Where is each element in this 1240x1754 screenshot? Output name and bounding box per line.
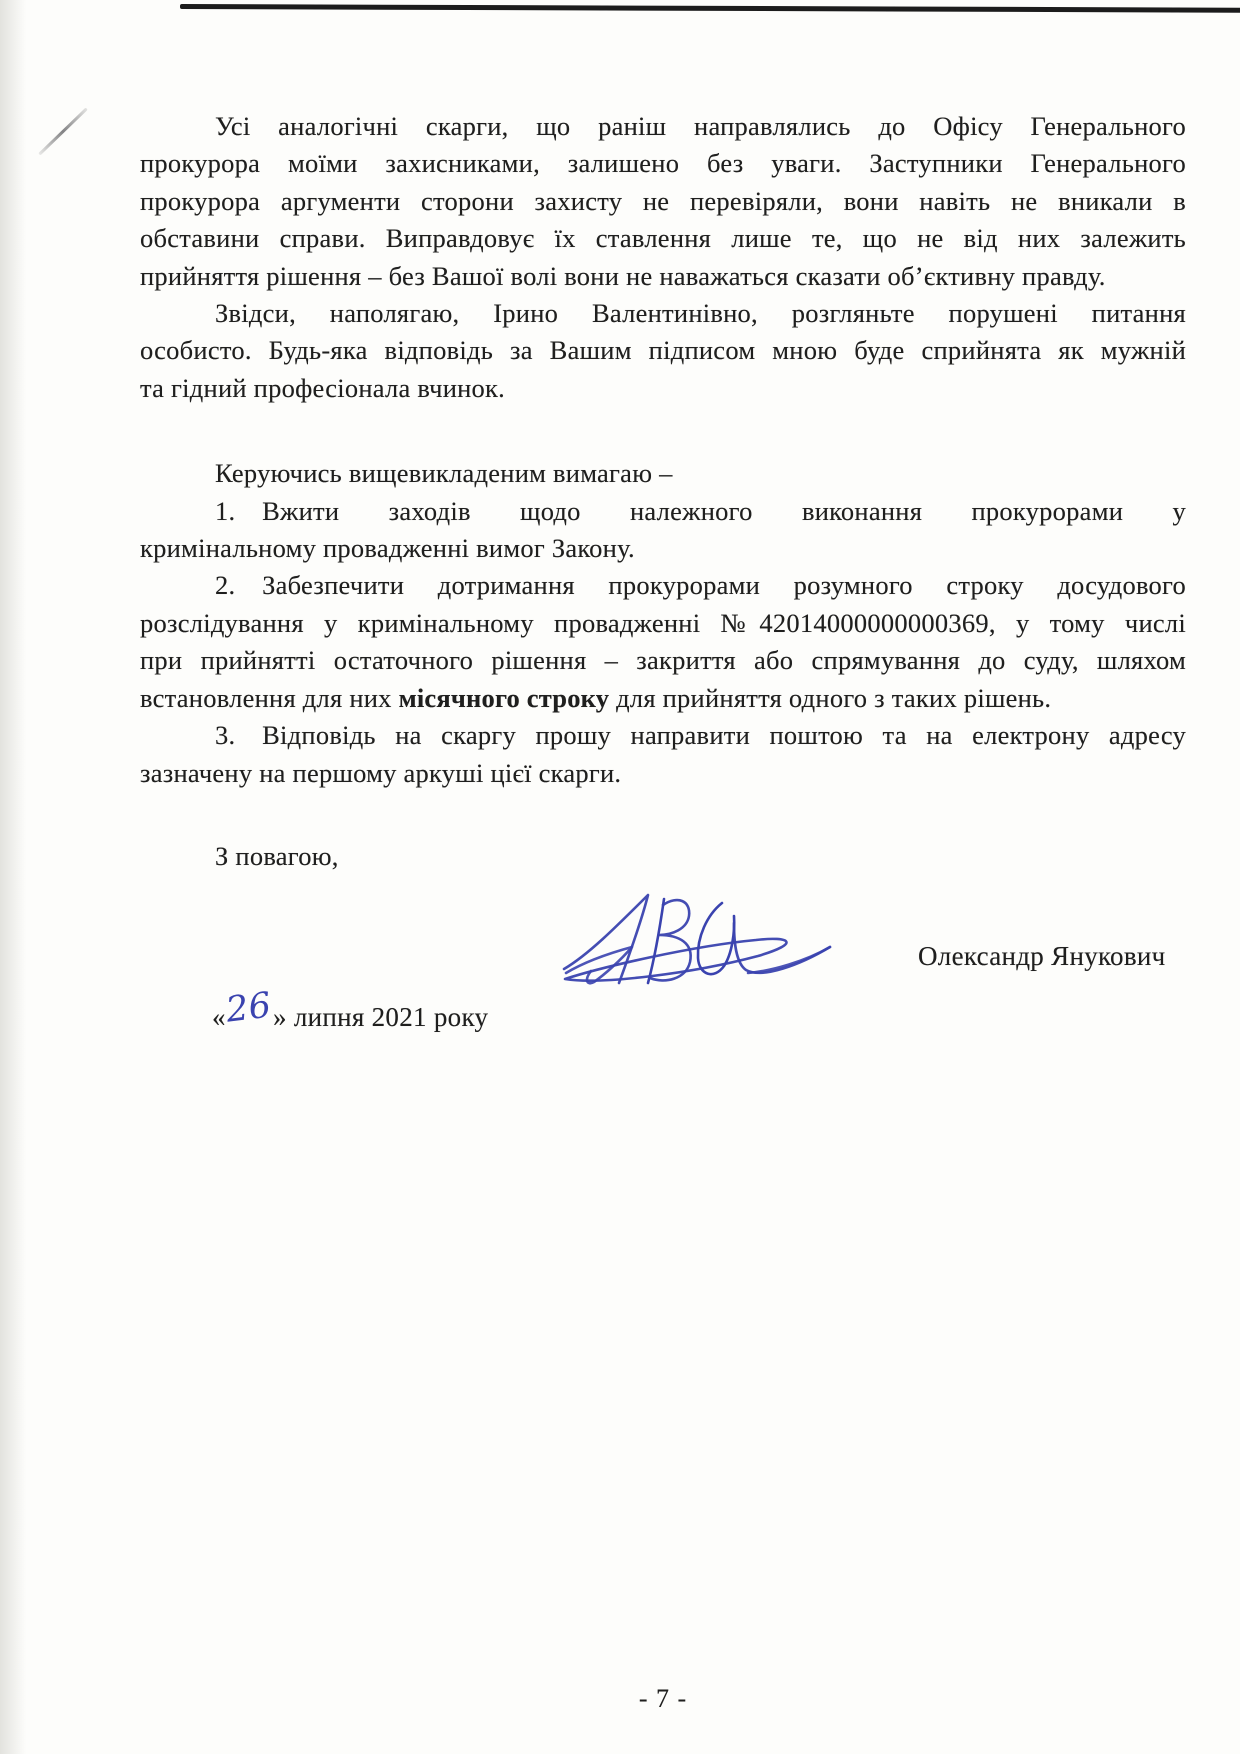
scan-border-top bbox=[180, 4, 1240, 13]
paper-edge-shadow bbox=[0, 0, 26, 1754]
page-number: - 7 - bbox=[638, 1684, 688, 1713]
date-line bbox=[212, 985, 489, 1033]
body-line: прокурора аргументи сторони захисту не перевіряли, вони навіть не вникали в bbox=[140, 185, 1186, 216]
body-line: Усі аналогічні скарги, що раніш направлялись до Офісу Генерального bbox=[215, 111, 1186, 141]
demand-item-line: 1. Вжити заходів щодо належного виконання прокурорами у bbox=[215, 495, 1186, 526]
salutation-line: З повагою, bbox=[215, 840, 339, 871]
paper-scratch-mark bbox=[38, 107, 88, 155]
demand-item-line: кримінальному провадженні вимог Закону. bbox=[140, 533, 635, 564]
body-text: встановлення для них bbox=[140, 682, 399, 713]
body-line: обставини справи. Виправдовує їх ставлення лише те, що не від них залежить bbox=[140, 223, 1186, 254]
body-line: особисто. Будь-яка відповідь за Вашим підписом мною буде сприйнята як мужній bbox=[140, 335, 1186, 366]
handwritten-day: 26 bbox=[223, 985, 274, 1031]
date-text: липня 2021 року bbox=[286, 1002, 489, 1032]
demand-item-line: розслідування у кримінальному провадженні №42014000000000369, у тому числі bbox=[140, 607, 1186, 638]
emphasis-bold-text: місячного строку bbox=[398, 682, 610, 713]
signer-name: Олександр Янукович bbox=[918, 941, 1166, 971]
blank-line bbox=[140, 792, 1186, 838]
handwritten-signature-icon bbox=[558, 883, 850, 1017]
quote-open: « bbox=[212, 1002, 226, 1032]
blank-line bbox=[140, 407, 1186, 455]
demand-item-line: 2. Забезпечити дотримання прокурорами розумного строку досудового bbox=[215, 570, 1186, 601]
demand-item-line: при прийнятті остаточного рішення – закриття або спрямування до суду, шляхом bbox=[140, 645, 1186, 676]
body-line: прокурора моїми захисниками, залишено без уваги. Заступники Генерального bbox=[140, 148, 1186, 179]
letter-body bbox=[140, 108, 1186, 875]
body-line: прийняття рішення – без Вашої волі вони не наважаться сказати об’єктивну правду. bbox=[140, 260, 1106, 291]
body-line: та гідний професіонала вчинок. bbox=[140, 372, 506, 403]
demand-intro-line: Керуючись вищевикладеним вимагаю – bbox=[215, 458, 673, 489]
body-line: Звідси, наполягаю, Ірино Валентинівно, розгляньте порушені питання bbox=[215, 298, 1186, 329]
quote-close: » bbox=[272, 1002, 287, 1032]
demand-item-line: 3. Відповідь на скаргу прошу направити поштою та на електрону адресу bbox=[215, 720, 1186, 751]
demand-item-line: зазначену на першому аркуші цієї скарги. bbox=[140, 757, 622, 788]
demand-item-line bbox=[140, 680, 1186, 717]
body-text: для прийняття одного з таких рішень. bbox=[609, 682, 1052, 713]
